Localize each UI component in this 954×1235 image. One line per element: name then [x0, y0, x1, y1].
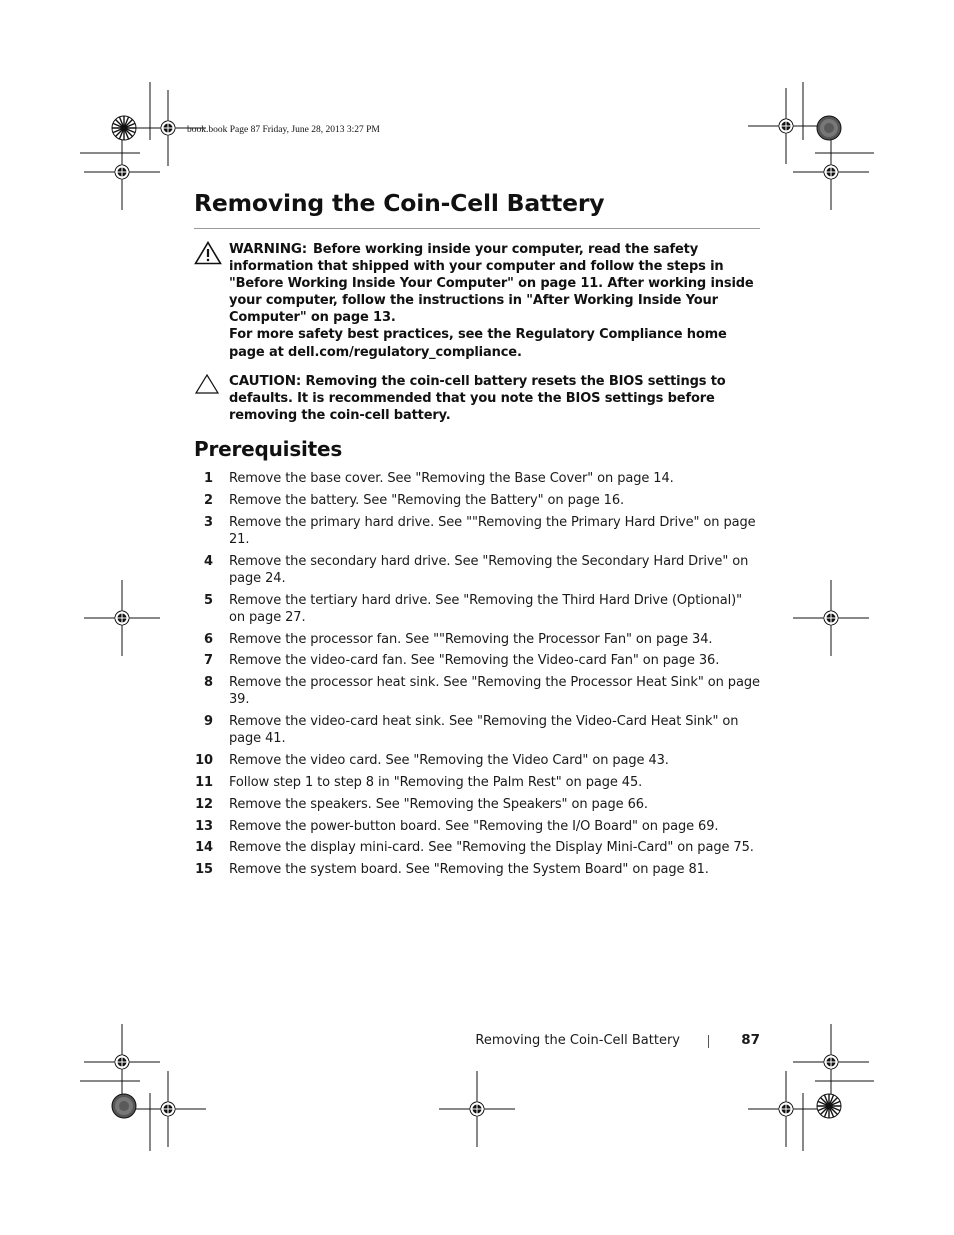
step-text: Remove the system board. See "Removing the System Board" on page 81. [229, 862, 709, 878]
step-text: Remove the primary hard drive. See ""Removing the Primary Hard Drive" on page 21. [229, 514, 756, 547]
step-number: 10 [195, 753, 213, 769]
footer-chapter-title: Removing the Coin-Cell Battery [475, 1033, 680, 1048]
prerequisite-steps [194, 470, 760, 883]
title-rule [194, 228, 760, 229]
step-number: 6 [204, 631, 213, 647]
step-number: 11 [195, 774, 213, 790]
step-text: Follow step 1 to step 8 in "Removing the Palm Rest" on page 45. [229, 774, 643, 790]
list-item [194, 592, 760, 626]
step-number: 5 [204, 592, 213, 608]
step-number: 4 [204, 553, 213, 569]
list-item [194, 713, 760, 747]
step-text: Remove the base cover. See "Removing the Base Cover" on page 14. [229, 471, 674, 486]
step-text: Remove the video card. See "Removing the Video Card" on page 43. [229, 753, 669, 769]
step-number: 14 [195, 840, 213, 856]
list-item [194, 818, 760, 835]
list-item [194, 652, 760, 669]
step-text: Remove the speakers. See "Removing the Speakers" on page 66. [229, 796, 648, 812]
list-item [194, 839, 760, 856]
step-text: Remove the video-card fan. See "Removing the Video-card Fan" on page 36. [229, 653, 720, 669]
list-item [194, 631, 760, 648]
step-text: Remove the battery. See "Removing the Battery" on page 16. [229, 492, 625, 508]
step-number: 15 [195, 862, 213, 878]
list-item [194, 470, 760, 487]
warning-notice [194, 241, 760, 361]
step-number: 1 [204, 471, 213, 486]
step-text: Remove the secondary hard drive. See "Removing the Secondary Hard Drive" on page 24. [229, 553, 749, 586]
step-text: Remove the power-button board. See "Removing the I/O Board" on page 69. [229, 818, 719, 834]
step-number: 12 [195, 796, 213, 812]
list-item [194, 514, 760, 548]
step-number: 9 [204, 714, 213, 730]
warning-label: WARNING: [229, 241, 308, 257]
step-number: 8 [204, 675, 213, 691]
list-item [194, 752, 760, 769]
list-item [194, 674, 760, 708]
list-item [194, 796, 760, 813]
step-number: 2 [204, 492, 213, 508]
list-item [194, 861, 760, 878]
step-text: Remove the display mini-card. See "Removing the Display Mini-Card" on page 75. [229, 840, 754, 856]
step-number: 3 [204, 514, 213, 530]
step-number: 13 [195, 818, 213, 834]
page-number: 87 [741, 1032, 760, 1048]
step-text: Remove the processor fan. See ""Removing the Processor Fan" on page 34. [229, 631, 713, 647]
warning-icon [194, 241, 222, 265]
print-slug: book.book Page 87 Friday, June 28, 2013 3:27 PM [187, 125, 380, 135]
footer-divider [708, 1035, 709, 1048]
list-item [194, 553, 760, 587]
caution-text: Removing the coin-cell battery resets the BIOS settings to defaults. It is recommended that you note the BIOS settings before removing the coin-cell battery. [229, 374, 726, 424]
page-title: Removing the Coin-Cell Battery [194, 189, 605, 217]
warning-text-2: For more safety best practices, see the Regulatory Compliance home page at dell.com/regulatory_compliance. [229, 327, 727, 360]
step-text: Remove the tertiary hard drive. See "Removing the Third Hard Drive (Optional)" on page 27. [229, 592, 742, 625]
step-number: 7 [204, 653, 213, 669]
list-item [194, 774, 760, 791]
caution-icon [194, 373, 222, 397]
step-text: Remove the video-card heat sink. See "Removing the Video-Card Heat Sink" on page 41. [229, 714, 739, 747]
caution-label: CAUTION: [229, 373, 302, 389]
prerequisites-heading: Prerequisites [194, 437, 343, 461]
caution-notice [194, 373, 760, 424]
warning-text: Before working inside your computer, read the safety information that shipped with your computer and follow the steps in "Before Working Inside Your Computer" on page 11. After working inside your computer, follow the instructions in "After Working Inside Your Computer" on page 13. [229, 242, 754, 326]
step-text: Remove the processor heat sink. See "Removing the Processor Heat Sink" on page 39. [229, 675, 760, 708]
list-item [194, 492, 760, 509]
